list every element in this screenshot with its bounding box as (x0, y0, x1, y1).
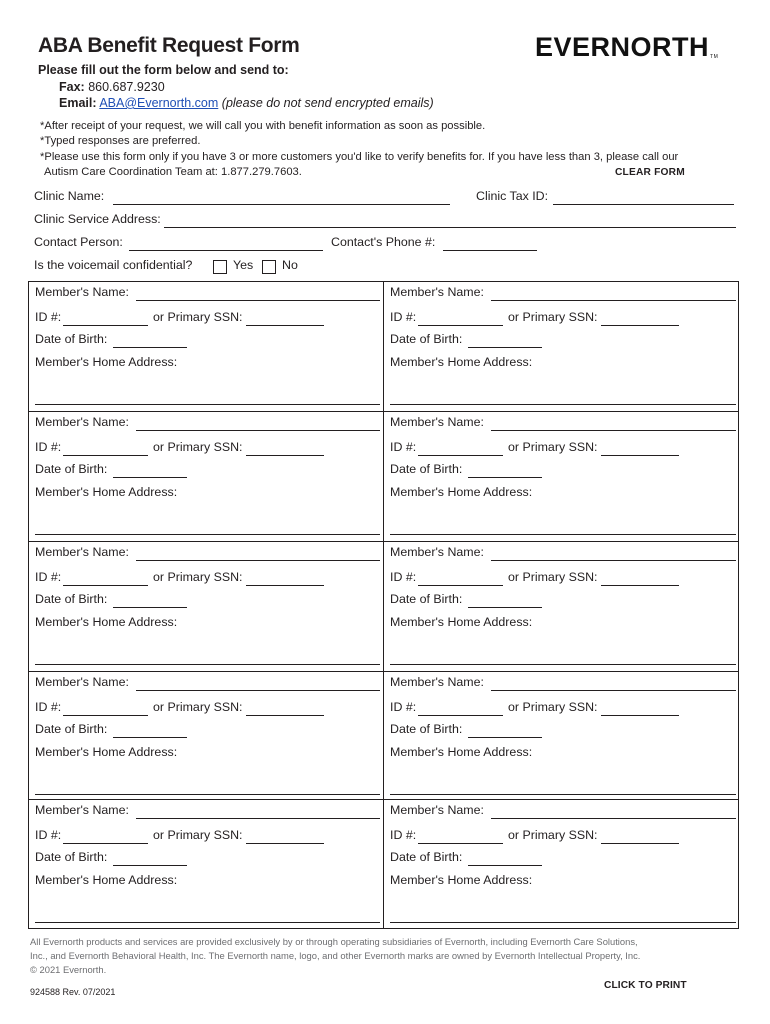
voicemail-no-label: No (282, 258, 298, 272)
member-dob-input[interactable] (113, 477, 187, 478)
member-ssn-input[interactable] (601, 715, 679, 716)
member-ssn-input[interactable] (601, 843, 679, 844)
member-grid-column-divider (383, 281, 384, 929)
member-id-input[interactable] (63, 715, 148, 716)
member-id-label: ID #: (390, 700, 417, 714)
member-id-input[interactable] (418, 715, 503, 716)
voicemail-yes-checkbox[interactable] (213, 260, 227, 274)
member-dob-label: Date of Birth: (35, 850, 108, 864)
member-address-label: Member's Home Address: (35, 745, 178, 759)
voicemail-question: Is the voicemail confidential? (34, 258, 193, 272)
member-ssn-input[interactable] (246, 715, 324, 716)
member-dob-label: Date of Birth: (390, 462, 463, 476)
member-address-label: Member's Home Address: (35, 485, 178, 499)
member-id-label: ID #: (390, 310, 417, 324)
member-dob-label: Date of Birth: (390, 592, 463, 606)
email-label: Email: (59, 96, 97, 110)
member-address-label: Member's Home Address: (390, 485, 533, 499)
member-address-label: Member's Home Address: (35, 615, 178, 629)
member-dob-input[interactable] (468, 737, 542, 738)
member-id-input[interactable] (63, 455, 148, 456)
member-name-input[interactable] (136, 300, 380, 301)
member-dob-label: Date of Birth: (390, 332, 463, 346)
member-address-input[interactable] (35, 794, 380, 795)
member-dob-input[interactable] (113, 607, 187, 608)
member-address-input[interactable] (390, 794, 736, 795)
member-id-label: ID #: (390, 828, 417, 842)
member-name-input[interactable] (136, 560, 380, 561)
note-line-3: *Please use this form only if you have 3 or more customers you'd like to verify benefits for. If you have less than 3, please call our (40, 151, 679, 163)
member-dob-input[interactable] (113, 865, 187, 866)
member-dob-label: Date of Birth: (35, 332, 108, 346)
member-name-input[interactable] (491, 300, 736, 301)
member-id-label: ID #: (390, 570, 417, 584)
member-ssn-label: or Primary SSN: (153, 828, 243, 842)
member-name-input[interactable] (136, 430, 380, 431)
clinic-tax-id-label: Clinic Tax ID: (476, 189, 549, 203)
member-dob-label: Date of Birth: (35, 462, 108, 476)
member-dob-label: Date of Birth: (390, 722, 463, 736)
member-id-input[interactable] (63, 585, 148, 586)
member-address-input[interactable] (35, 534, 380, 535)
member-ssn-input[interactable] (601, 585, 679, 586)
fax-number: 860.687.9230 (88, 80, 165, 94)
member-dob-input[interactable] (113, 347, 187, 348)
member-grid-row-divider (28, 671, 739, 672)
member-name-label: Member's Name: (390, 415, 484, 429)
member-ssn-label: or Primary SSN: (153, 700, 243, 714)
member-name-label: Member's Name: (390, 545, 484, 559)
member-id-label: ID #: (35, 828, 62, 842)
member-address-label: Member's Home Address: (35, 355, 178, 369)
member-address-input[interactable] (390, 664, 736, 665)
member-name-label: Member's Name: (390, 675, 484, 689)
logo-trademark: TM (710, 54, 719, 60)
member-grid-row-divider (28, 799, 739, 800)
note-line-4: Autism Care Coordination Team at: 1.877.279.7603. (44, 166, 302, 178)
member-ssn-input[interactable] (246, 455, 324, 456)
member-address-label: Member's Home Address: (390, 873, 533, 887)
voicemail-no-checkbox[interactable] (262, 260, 276, 274)
member-name-input[interactable] (136, 690, 380, 691)
clinic-name-label: Clinic Name: (34, 189, 105, 203)
member-ssn-label: or Primary SSN: (153, 440, 243, 454)
member-dob-input[interactable] (468, 607, 542, 608)
member-name-label: Member's Name: (390, 285, 484, 299)
member-id-input[interactable] (418, 843, 503, 844)
clear-form-button[interactable]: CLEAR FORM (615, 167, 685, 178)
member-address-input[interactable] (390, 534, 736, 535)
member-ssn-label: or Primary SSN: (508, 440, 598, 454)
fax-label: Fax: (59, 80, 85, 94)
member-id-label: ID #: (35, 570, 62, 584)
member-name-label: Member's Name: (35, 415, 129, 429)
member-name-label: Member's Name: (35, 285, 129, 299)
member-grid-row-divider (28, 541, 739, 542)
clinic-address-input[interactable] (164, 227, 736, 228)
member-id-input[interactable] (63, 325, 148, 326)
footer-disclaimer-line-1: All Evernorth products and services are provided exclusively by or through operating subsidiaries of Evernorth, including Evernorth Care Solutions, (30, 936, 638, 947)
member-address-input[interactable] (390, 922, 736, 923)
contact-phone-label: Contact's Phone #: (331, 235, 436, 249)
member-ssn-input[interactable] (601, 455, 679, 456)
member-name-label: Member's Name: (390, 803, 484, 817)
member-dob-label: Date of Birth: (35, 722, 108, 736)
member-id-input[interactable] (418, 455, 503, 456)
member-dob-input[interactable] (468, 477, 542, 478)
member-name-input[interactable] (136, 818, 380, 819)
member-id-label: ID #: (35, 310, 62, 324)
member-dob-input[interactable] (468, 865, 542, 866)
clinic-tax-id-input[interactable] (553, 204, 734, 205)
member-ssn-label: or Primary SSN: (153, 570, 243, 584)
member-address-label: Member's Home Address: (390, 745, 533, 759)
member-id-input[interactable] (418, 585, 503, 586)
form-title: ABA Benefit Request Form (38, 34, 300, 57)
member-dob-input[interactable] (468, 347, 542, 348)
email-link[interactable]: ABA@Evernorth.com (99, 96, 219, 110)
member-ssn-label: or Primary SSN: (508, 570, 598, 584)
member-name-input[interactable] (491, 818, 736, 819)
member-address-input[interactable] (390, 404, 736, 405)
fax-line (59, 80, 165, 94)
note-line-1: *After receipt of your request, we will call you with benefit information as soon as possible. (40, 120, 486, 132)
member-dob-label: Date of Birth: (35, 592, 108, 606)
clinic-name-input[interactable] (113, 204, 450, 205)
member-ssn-label: or Primary SSN: (508, 828, 598, 842)
member-ssn-label: or Primary SSN: (153, 310, 243, 324)
footer-copyright: © 2021 Evernorth. (30, 964, 107, 975)
send-to-instruction: Please fill out the form below and send to: (38, 63, 289, 77)
member-address-input[interactable] (35, 664, 380, 665)
member-address-label: Member's Home Address: (35, 873, 178, 887)
contact-person-label: Contact Person: (34, 235, 123, 249)
member-address-label: Member's Home Address: (390, 355, 533, 369)
contact-phone-input[interactable] (443, 250, 537, 251)
member-dob-label: Date of Birth: (390, 850, 463, 864)
member-ssn-input[interactable] (246, 843, 324, 844)
member-grid-row-divider (28, 411, 739, 412)
email-line (59, 96, 434, 110)
member-ssn-input[interactable] (601, 325, 679, 326)
member-ssn-label: or Primary SSN: (508, 310, 598, 324)
evernorth-logo (535, 32, 718, 63)
member-address-input[interactable] (35, 922, 380, 923)
member-ssn-input[interactable] (246, 585, 324, 586)
member-id-input[interactable] (418, 325, 503, 326)
member-id-label: ID #: (35, 700, 62, 714)
member-id-label: ID #: (35, 440, 62, 454)
member-id-input[interactable] (63, 843, 148, 844)
member-name-label: Member's Name: (35, 803, 129, 817)
contact-person-input[interactable] (129, 250, 323, 251)
form-number: 924588 Rev. 07/2021 (30, 987, 116, 997)
email-note: (please do not send encrypted emails) (221, 96, 434, 110)
member-name-input[interactable] (491, 560, 736, 561)
clinic-address-label: Clinic Service Address: (34, 212, 161, 226)
click-to-print-button[interactable]: CLICK TO PRINT (604, 980, 687, 991)
member-name-input[interactable] (491, 690, 736, 691)
member-dob-input[interactable] (113, 737, 187, 738)
member-address-input[interactable] (35, 404, 380, 405)
note-line-2: *Typed responses are preferred. (40, 135, 201, 147)
footer-disclaimer-line-2: Inc., and Evernorth Behavioral Health, Inc. The Evernorth name, logo, and other Evernorth marks are owned by Evernorth Intellectual Property, Inc. (30, 950, 641, 961)
member-id-label: ID #: (390, 440, 417, 454)
member-name-label: Member's Name: (35, 545, 129, 559)
member-address-label: Member's Home Address: (390, 615, 533, 629)
member-ssn-label: or Primary SSN: (508, 700, 598, 714)
voicemail-yes-label: Yes (233, 258, 254, 272)
member-name-label: Member's Name: (35, 675, 129, 689)
member-name-input[interactable] (491, 430, 736, 431)
logo-text: EVERNORTH (535, 32, 710, 62)
member-ssn-input[interactable] (246, 325, 324, 326)
